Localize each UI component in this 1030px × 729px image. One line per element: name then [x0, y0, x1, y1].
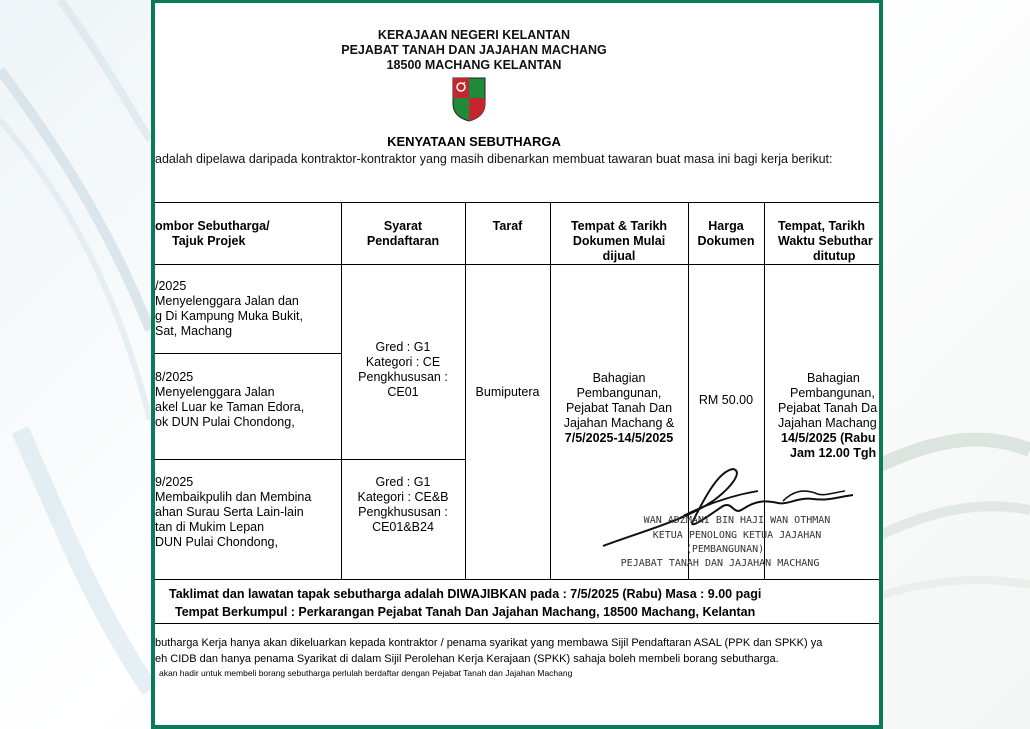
syarat-2-code: CE01&B24 [372, 520, 434, 534]
table-header-border [155, 264, 879, 265]
background-swirl-left [0, 0, 160, 729]
tempat-tutup-line-1: Bahagian [807, 371, 860, 385]
intro-text: adalah dipelawa daripada kontraktor-kontraktor yang masih dibenarkan membuat tawaran buat masa ini bagi kerja berikut: [155, 152, 833, 166]
header-line-2: PEJABAT TANAH DAN JAJAHAN MACHANG [341, 43, 607, 57]
tempat-jual-date: 7/5/2025-14/5/2025 [564, 431, 674, 445]
project-1-line-3: g Di Kampung Muka Bukit, [155, 309, 303, 323]
project-2-line-3: akel Luar ke Taman Edora, [155, 400, 305, 414]
taraf-cell: Bumiputera [475, 385, 540, 399]
briefing-line-1: Taklimat dan lawatan tapak sebutharga adalah DIWAJIBKAN pada : 7/5/2025 (Rabu) Masa : 9.00 pagi [169, 587, 762, 601]
header-tempat-jual [550, 219, 688, 264]
header-taraf-line-1: Taraf [492, 219, 523, 233]
header-tempat-tutup [764, 219, 883, 264]
syarat-1-pengkhususan: Pengkhususan : [358, 370, 448, 384]
syarat-2-pengkhususan: Pengkhususan : [358, 505, 448, 519]
tempat-tutup-line-3: Pejabat Tanah Da [778, 401, 878, 415]
harga-cell: RM 50.00 [698, 393, 754, 407]
header-syarat-line-2: Pendaftaran [366, 234, 440, 248]
tempat-tutup-time: Jam 12.00 Tgh [790, 446, 877, 460]
header-harga-line-2: Dokumen [697, 234, 755, 248]
header-tajuk-line-2: Tajuk Projek [172, 234, 246, 248]
syarat-1-gred: Gred : G1 [375, 340, 431, 354]
tempat-jual-cell [550, 371, 688, 446]
tempat-tutup-date: 14/5/2025 (Rabu [781, 431, 876, 445]
header-tempat-jual-line-2: Dokumen Mulai [572, 234, 666, 248]
row-divider-1 [155, 353, 341, 354]
kelantan-crest-icon [451, 76, 487, 122]
header-syarat-line-1: Syarat [383, 219, 423, 233]
tempat-jual-line-4: Jajahan Machang & [563, 416, 675, 430]
note-line-2: eh CIDB dan hanya penama Syarikat di dalam Sijil Perolehan Kerja Kerajaan (SPKK) sahaja boleh membeli borang sebutharga. [155, 653, 779, 665]
header-line-3: 18500 MACHANG KELANTAN [386, 58, 562, 72]
briefing-bottom-border [155, 623, 879, 624]
note-line-3: akan hadir untuk membeli borang sebutharga perlulah berdaftar dengan Pejabat Tanah dan Jajahan Machang [159, 668, 573, 678]
briefing-line-2: Tempat Berkumpul : Perkarangan Pejabat Tanah Dan Jajahan Machang, 18500 Machang, Kelantan [175, 605, 756, 619]
signatory-role-3: PEJABAT TANAH DAN JAJAHAN MACHANG [620, 558, 820, 569]
header-syarat [341, 219, 465, 249]
tempat-jual-line-1: Bahagian [592, 371, 646, 385]
project-row-3 [155, 475, 339, 550]
tempat-jual-line-3: Pejabat Tanah Dan [565, 401, 673, 415]
header-taraf [465, 219, 550, 234]
header-tempat-jual-line-3: dijual [602, 249, 636, 263]
header-tempat-tutup-line-3: ditutup [813, 249, 856, 263]
project-3-line-2: Membaikpulih dan Membina [155, 490, 312, 504]
header-tempat-tutup-line-2: Waktu Sebuthar [778, 234, 873, 248]
project-row-1 [155, 279, 339, 339]
table-bottom-border [155, 579, 879, 580]
project-3-line-5: DUN Pulai Chondong, [155, 535, 278, 549]
project-2-line-2: Menyelenggara Jalan [155, 385, 275, 399]
header-tajuk [155, 219, 341, 249]
note-line-1: butharga Kerja hanya akan dikeluarkan kepada kontraktor / penama syarikat yang membawa Sijil Pendaftaran ASAL (PPK dan SPKK) ya [155, 637, 823, 649]
table-top-border [155, 202, 879, 203]
project-2-line-1: 8/2025 [155, 370, 194, 384]
tempat-tutup-line-2: Pembangunan, [790, 386, 875, 400]
header-harga [688, 219, 764, 249]
tempat-tutup-cell [764, 371, 883, 461]
header-tajuk-line-1: ombor Sebutharga/ [155, 219, 270, 233]
row-divider-2 [155, 459, 465, 460]
project-row-2 [155, 370, 339, 430]
signatory-role-2: (PEMBANGUNAN) [685, 544, 765, 555]
page-title: KENYATAAN SEBUTHARGA [387, 134, 561, 149]
header-tempat-tutup-line-1: Tempat, Tarikh [778, 219, 866, 233]
background-swirl-right [870, 0, 1030, 729]
syarat-1-code: CE01 [387, 385, 419, 399]
project-1-line-4: Sat, Machang [155, 324, 233, 338]
header-harga-line-1: Harga [708, 219, 744, 233]
project-3-line-3: ahan Surau Serta Lain-lain [155, 505, 304, 519]
tempat-jual-line-2: Pembangunan, [576, 386, 662, 400]
syarat-2-gred: Gred : G1 [375, 475, 431, 489]
tempat-tutup-line-4: Jajahan Machang [778, 416, 877, 430]
syarat-cell-2 [341, 475, 465, 535]
notice-document [151, 0, 883, 729]
project-3-line-4: tan di Mukim Lepan [155, 520, 265, 534]
syarat-2-kategori: Kategori : CE&B [357, 490, 449, 504]
project-1-line-1: /2025 [155, 279, 187, 293]
project-1-line-2: Menyelenggara Jalan dan [155, 294, 299, 308]
syarat-cell-1 [341, 340, 465, 400]
project-3-line-1: 9/2025 [155, 475, 194, 489]
header-tempat-jual-line-1: Tempat & Tarikh [570, 219, 668, 233]
header-line-1: KERAJAAN NEGERI KELANTAN [377, 28, 571, 42]
project-2-line-4: ok DUN Pulai Chondong, [155, 415, 295, 429]
signatory-role-1: KETUA PENOLONG KETUA JAJAHAN [652, 530, 822, 541]
signatory-name: WAN ADZMANI BIN HAJI WAN OTHMAN [643, 515, 831, 526]
syarat-1-kategori: Kategori : CE [365, 355, 441, 369]
